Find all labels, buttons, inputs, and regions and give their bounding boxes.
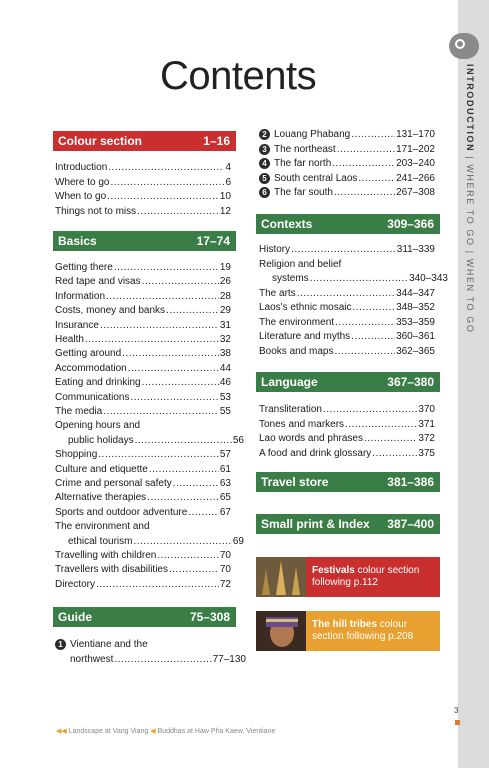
toc-entry[interactable] [259,302,435,313]
leader-dots [334,187,395,198]
entry-title: The far south [274,187,333,198]
leader-dots [133,536,231,547]
section-label: Guide [58,610,93,624]
leader-dots [107,191,219,202]
toc-entry[interactable] [55,334,231,345]
language-section-header[interactable] [256,372,440,392]
leader-dots [291,244,396,255]
leader-dots [335,317,395,328]
toc-entry[interactable] [55,579,231,590]
entry-title: Eating and drinking [55,377,141,389]
travel-store-header[interactable] [256,472,440,492]
leader-dots [100,320,219,331]
toc-entry[interactable] [259,317,435,328]
toc-entry[interactable] [55,320,231,331]
toc-entry[interactable] [55,406,231,417]
promo-strong: The hill tribes [312,619,378,630]
entry-title: When to go [55,191,107,202]
entry-page: 77–130 [212,653,246,665]
leader-dots [166,305,219,316]
entry-page: 69 [232,535,244,547]
leader-dots [114,654,211,665]
leader-dots [149,464,219,475]
entry-page: 32 [219,334,231,345]
entry-title: Opening hours and [55,420,141,432]
leader-dots [323,404,417,415]
section-range: 75–308 [189,610,230,624]
leader-dots [128,363,219,374]
entry-title: Getting around [55,348,122,360]
sidebar-chapter-label [465,64,475,334]
entry-title: Information [55,290,106,302]
sidebar-rest: | WHERE TO GO | WHEN TO GO [465,152,475,334]
toc-entry[interactable] [55,478,231,489]
small-print-header[interactable] [256,514,440,534]
toc-entry[interactable] [259,273,448,284]
entry-page: 340–343 [409,273,448,284]
entry-title: Insurance [55,319,99,331]
section-range: 1–16 [203,134,230,148]
colour-section-header[interactable] [53,131,236,151]
entry-page: 56 [232,434,244,446]
entry-page: 61 [219,463,231,475]
toc-entry[interactable] [55,564,231,575]
leader-dots [85,334,219,345]
entry-page: 12 [219,205,231,217]
toc-entry[interactable] [55,420,231,431]
entry-title: The media [55,406,103,417]
toc-entry[interactable] [55,177,231,188]
photo-credits [56,727,275,735]
toc-entry[interactable] [259,144,435,155]
entry-page: 38 [219,348,231,360]
entry-page: 29 [219,305,231,317]
entry-page: 311–339 [396,244,435,255]
leader-dots [108,162,224,173]
entry-page: 344–347 [396,287,435,299]
contexts-section-header[interactable] [256,214,440,234]
entry-page: 241–266 [396,172,435,184]
entry-title: The environment [259,316,335,328]
toc-entry[interactable] [55,377,231,388]
entry-page: 44 [219,362,231,374]
entry-page: 31 [219,319,231,331]
entry-page: 353–359 [396,316,435,328]
entry-page: 362–365 [396,345,435,357]
entry-page: 67 [219,506,231,518]
leader-dots [103,406,219,417]
entry-title: Introduction [55,162,108,173]
leader-dots [110,177,224,188]
entry-title: Religion and belief [259,258,342,270]
section-range: 17–74 [196,234,230,248]
festival-thumbnail [256,557,306,597]
toc-entry[interactable] [259,129,435,140]
leader-dots [358,173,395,184]
entry-page: 267–308 [396,187,435,198]
entry-page: 348–352 [396,302,435,313]
toc-entry[interactable] [55,276,231,287]
toc-entry[interactable] [55,191,231,202]
entry-title: Culture and etiquette [55,463,148,475]
section-label: Colour section [58,134,143,148]
toc-entry[interactable] [259,433,435,444]
leader-dots [130,392,218,403]
entry-title: Literature and myths [259,331,351,342]
entry-title: South central Laos [274,172,358,184]
toc-entry[interactable] [55,639,231,650]
entry-page: 10 [219,191,231,202]
entry-title: A food and drink glossary [259,447,372,459]
leader-dots [372,448,417,459]
chapter-number-badge: 6 [259,187,270,198]
toc-entry[interactable] [55,435,244,446]
toc-entry[interactable] [55,291,231,302]
toc-entry[interactable] [259,244,435,255]
leader-dots [351,129,395,140]
leader-dots [169,564,219,575]
toc-entry[interactable] [259,173,435,184]
leader-dots [297,288,395,299]
entry-title: Travellers with disabilities [55,564,168,576]
toc-entry[interactable] [259,158,435,169]
leader-dots [114,262,219,273]
leader-dots [157,550,219,561]
toc-entry[interactable] [55,550,231,561]
entry-page: 171–202 [396,143,435,155]
entry-page: 375 [418,447,435,459]
entry-page: 4 [225,162,231,173]
entry-title: Communications [55,391,130,403]
section-range: 309–366 [387,217,434,231]
section-label: Small print & Index [261,517,370,531]
promo-rest: colour section following p.208 [312,619,414,642]
toc-entry[interactable] [259,419,435,430]
entry-title: Books and maps [259,345,334,357]
leader-dots [335,346,396,357]
entry-title: Lao words and phrases [259,433,363,444]
entry-page: 371 [418,418,435,430]
entry-title: Costs, money and banks [55,305,166,317]
entry-page: 26 [219,276,231,288]
credit-b: Buddhas at Haw Pha Kaew, Vientiane [157,728,276,735]
section-label: Basics [58,234,97,248]
leader-dots [142,276,219,287]
chapter-number-badge: 5 [259,173,270,184]
entry-title: The far north [274,158,332,169]
entry-page: 65 [219,492,231,504]
toc-entry[interactable] [55,392,231,403]
entry-page: 203–240 [396,158,435,169]
toc-entry[interactable] [259,187,435,198]
leader-dots [106,291,219,302]
entry-title: History [259,244,291,255]
entry-page: 6 [225,176,231,188]
leader-dots [173,478,219,489]
entry-title: Travelling with children [55,550,157,561]
leader-dots [345,419,417,430]
toc-entry[interactable] [259,448,435,459]
entry-page: 63 [219,478,231,489]
toc-entry[interactable] [55,162,231,173]
section-label: Contexts [261,217,313,231]
entry-title: Getting there [55,262,113,273]
toc-entry[interactable] [259,331,435,342]
toc-entry[interactable] [259,288,435,299]
toc-entry[interactable] [55,464,231,475]
page-number: 3 [454,706,459,715]
toc-entry[interactable] [55,348,231,359]
entry-title: Sports and outdoor adventure [55,506,188,518]
section-range: 387–400 [387,517,434,531]
entry-title: Louang Phabang [274,129,351,140]
entry-page: 370 [418,404,435,415]
entry-page: 70 [219,550,231,561]
toc-entry[interactable] [55,262,231,273]
entry-title: Where to go [55,176,110,188]
toc-entry[interactable] [55,536,244,547]
toc-entry[interactable] [259,404,435,415]
hill-tribes-promo[interactable] [256,611,440,651]
entry-title: Health [55,334,84,345]
chapter-number-badge: 4 [259,158,270,169]
toc-entry[interactable] [55,492,231,503]
leader-dots [353,302,396,313]
toc-entry[interactable] [55,363,231,374]
page-title: Contents [160,54,317,98]
sidebar-strong: INTRODUCTION [465,64,475,153]
entry-title: Vientiane and the [70,639,148,650]
leader-dots [96,579,219,590]
entry-title: Alternative therapies [55,492,147,504]
section-range: 367–380 [387,375,434,389]
credit-a: Landscape at Vang Viang [68,728,149,735]
entry-title: The environment and [55,521,150,533]
entry-title: Shopping [55,449,98,461]
entry-page: 57 [219,449,231,461]
leader-dots [98,449,219,460]
toc-entry[interactable] [259,259,435,270]
entry-page: 19 [219,262,231,273]
leader-dots [135,435,232,446]
entry-page: 131–170 [396,129,435,140]
chapter-tab-icon [449,33,479,59]
entry-title: The arts [259,287,296,299]
section-label: Travel store [261,475,329,489]
leader-dots [188,507,219,518]
entry-page: 372 [418,433,435,444]
promo-strong: Festivals [312,565,355,576]
hill-tribes-promo-text [306,611,440,651]
section-label: Language [261,375,318,389]
entry-page: 360–361 [396,331,435,342]
chapter-number-badge: 3 [259,144,270,155]
chapter-number-badge: 1 [55,639,66,650]
entry-title: Laos's ethnic mosaic [259,302,352,313]
entry-title: ethical tourism [68,535,133,547]
entry-title: Crime and personal safety [55,478,172,489]
toc-entry[interactable] [55,206,231,217]
leader-dots [337,144,395,155]
toc-entry[interactable] [259,346,435,357]
hill-tribes-thumbnail [256,611,306,651]
entry-title: Transliteration [259,404,322,415]
toc-entry[interactable] [55,521,231,532]
section-range: 381–386 [387,475,434,489]
basics-section-header[interactable] [53,231,236,251]
entry-title: Tones and markers [259,418,345,430]
entry-title: public holidays [68,434,134,446]
entry-page: 70 [219,564,231,576]
leader-dots [364,433,417,444]
entry-title: The northeast [274,143,336,155]
arrow-icon: ◀◀ [56,728,67,735]
promo-rest: colour section following p.112 [312,565,420,588]
chapter-number-badge: 2 [259,129,270,140]
toc-entry[interactable] [55,654,246,665]
toc-entry[interactable] [55,449,231,460]
leader-dots [147,492,219,503]
entry-page: 53 [219,391,231,403]
entry-page: 46 [219,377,231,389]
leader-dots [142,377,219,388]
guide-section-header[interactable] [53,607,236,627]
toc-entry[interactable] [55,305,231,316]
leader-dots [137,206,219,217]
page-mark [455,720,460,725]
leader-dots [310,273,408,284]
entry-title: Directory [55,578,96,590]
entry-title: Red tape and visas [55,276,141,288]
leader-dots [351,331,395,342]
entry-page: 55 [219,406,231,417]
leader-dots [122,348,219,359]
arrow-icon: ◀ [150,728,156,735]
entry-page: 28 [219,290,231,302]
toc-entry[interactable] [55,507,231,518]
entry-page: 72 [219,578,231,590]
festivals-promo[interactable] [256,557,440,597]
festivals-promo-text [306,557,440,597]
entry-title: Things not to miss [55,205,137,217]
entry-title: systems [272,273,309,284]
leader-dots [332,158,395,169]
entry-title: northwest [70,653,114,665]
entry-title: Accommodation [55,362,127,374]
